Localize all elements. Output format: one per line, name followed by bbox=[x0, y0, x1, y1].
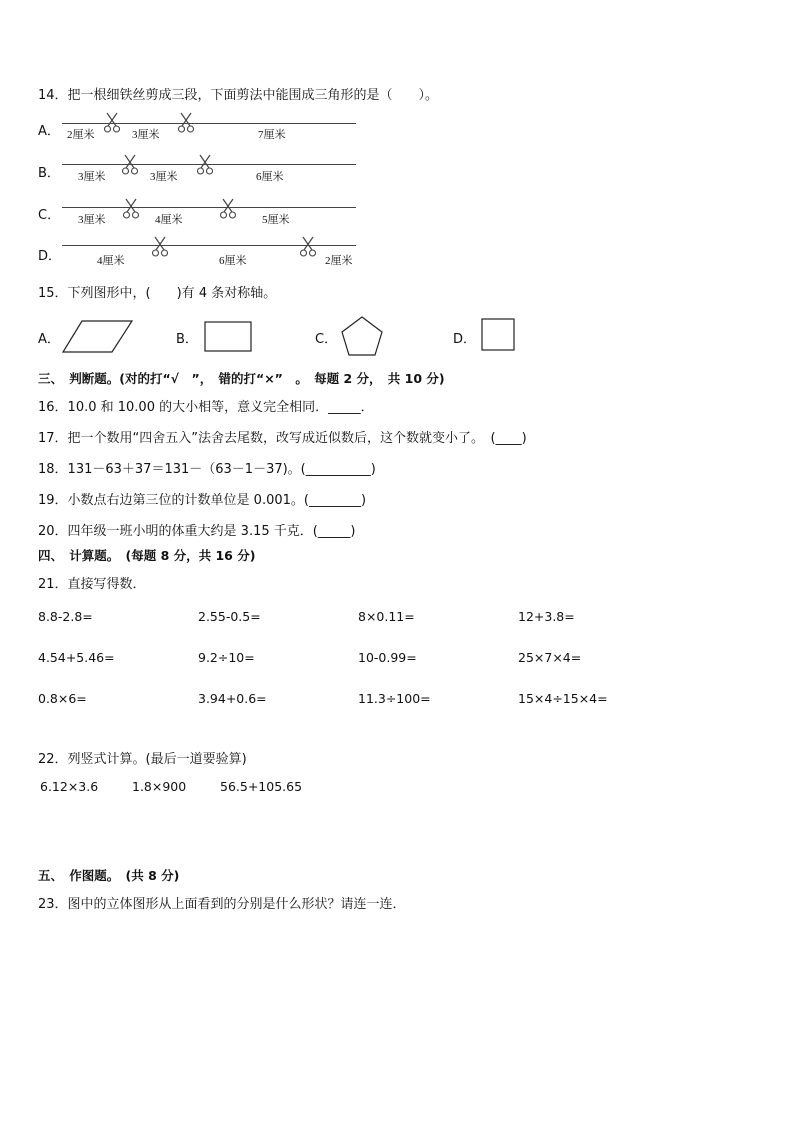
vertical-calc-item: 56.5+105.65 bbox=[220, 779, 303, 794]
q14-a-seg-3: 7厘米 bbox=[258, 129, 286, 141]
question-16: 16．10.0 和 10.00 的大小相等，意义完全相同．_____． bbox=[38, 400, 374, 415]
q14-a-seg-2: 3厘米 bbox=[132, 129, 160, 141]
q14-b-seg-1: 3厘米 bbox=[78, 171, 106, 183]
calc-item: 12+3.8= bbox=[518, 609, 575, 624]
q14-b-seg-3: 6厘米 bbox=[256, 171, 284, 183]
calc-item: 11.3÷100= bbox=[358, 691, 431, 706]
q14-option-d-letter: D． bbox=[38, 249, 62, 264]
q14-option-c-letter: C． bbox=[38, 208, 61, 223]
q14-b-seg-2: 3厘米 bbox=[150, 171, 178, 183]
q15-option-d-letter: D． bbox=[453, 332, 477, 347]
q14-d-seg-1: 4厘米 bbox=[97, 255, 125, 267]
scissors-icon bbox=[300, 236, 316, 258]
vertical-calc-item: 6.12×3.6 bbox=[40, 779, 99, 794]
question-22-stem: 22．列竖式计算。(最后一道要验算) bbox=[38, 752, 247, 767]
q14-c-seg-1: 3厘米 bbox=[78, 214, 106, 226]
calc-item: 2.55-0.5= bbox=[198, 609, 261, 624]
q14-d-seg-3: 2厘米 bbox=[325, 255, 353, 267]
scissors-icon bbox=[104, 112, 120, 134]
parallelogram-shape bbox=[62, 320, 134, 354]
calc-item: 3.94+0.6= bbox=[198, 691, 267, 706]
calc-item: 8.8-2.8= bbox=[38, 609, 93, 624]
section-4-title: 四、 计算题。 (每题 8 分，共 16 分) bbox=[38, 548, 256, 563]
q14-option-b-letter: B． bbox=[38, 166, 60, 181]
section-3-title: 三、 判断题。(对的打“√ ”， 错的打“×” 。 每题 2 分， 共 10 分) bbox=[38, 371, 445, 386]
q14-d-seg-2: 6厘米 bbox=[219, 255, 247, 267]
calc-item: 4.54+5.46= bbox=[38, 650, 115, 665]
section-5-title: 五、 作图题。 (共 8 分) bbox=[38, 868, 180, 883]
rectangle-shape bbox=[204, 321, 254, 353]
q14-a-seg-1: 2厘米 bbox=[67, 129, 95, 141]
question-17: 17．把一个数用“四舍五入”法舍去尾数，改写成近似数后，这个数就变小了。 (____) bbox=[38, 431, 527, 446]
q14-c-seg-3: 5厘米 bbox=[262, 214, 290, 226]
q15-option-a-letter: A． bbox=[38, 332, 60, 347]
scissors-icon bbox=[178, 112, 194, 134]
scissors-icon bbox=[152, 236, 168, 258]
question-15-stem: 15．下列图形中，( )有 4 条对称轴。 bbox=[38, 286, 277, 301]
calc-item: 15×4÷15×4= bbox=[518, 691, 608, 706]
q14-option-c-wire bbox=[62, 207, 356, 208]
q14-option-a-letter: A． bbox=[38, 124, 60, 139]
question-20: 20．四年级一班小明的体重大约是 3.15 千克．(_____) bbox=[38, 524, 356, 539]
calc-item: 0.8×6= bbox=[38, 691, 87, 706]
calc-item: 9.2÷10= bbox=[198, 650, 255, 665]
scissors-icon bbox=[122, 154, 138, 176]
calc-item: 8×0.11= bbox=[358, 609, 415, 624]
square-shape bbox=[481, 318, 517, 352]
q14-c-seg-2: 4厘米 bbox=[155, 214, 183, 226]
scissors-icon bbox=[197, 154, 213, 176]
calc-item: 10-0.99= bbox=[358, 650, 417, 665]
vertical-calc-item: 1.8×900 bbox=[132, 779, 187, 794]
question-18: 18．131－63＋37＝131－（63－1－37)。(__________) bbox=[38, 462, 376, 477]
question-21-stem: 21．直接写得数． bbox=[38, 577, 146, 592]
q15-option-b-letter: B． bbox=[176, 332, 198, 347]
scissors-icon bbox=[220, 198, 236, 220]
calc-item: 25×7×4= bbox=[518, 650, 582, 665]
question-19: 19．小数点右边第三位的计数单位是 0.001。(________) bbox=[38, 493, 367, 508]
question-14-stem: 14．把一根细铁丝剪成三段，下面剪法中能围成三角形的是（ ）。 bbox=[38, 88, 439, 103]
scissors-icon bbox=[123, 198, 139, 220]
q15-option-c-letter: C． bbox=[315, 332, 338, 347]
pentagon-shape bbox=[341, 316, 385, 358]
question-23: 23．图中的立体图形从上面看到的分别是什么形状？请连一连． bbox=[38, 897, 406, 912]
